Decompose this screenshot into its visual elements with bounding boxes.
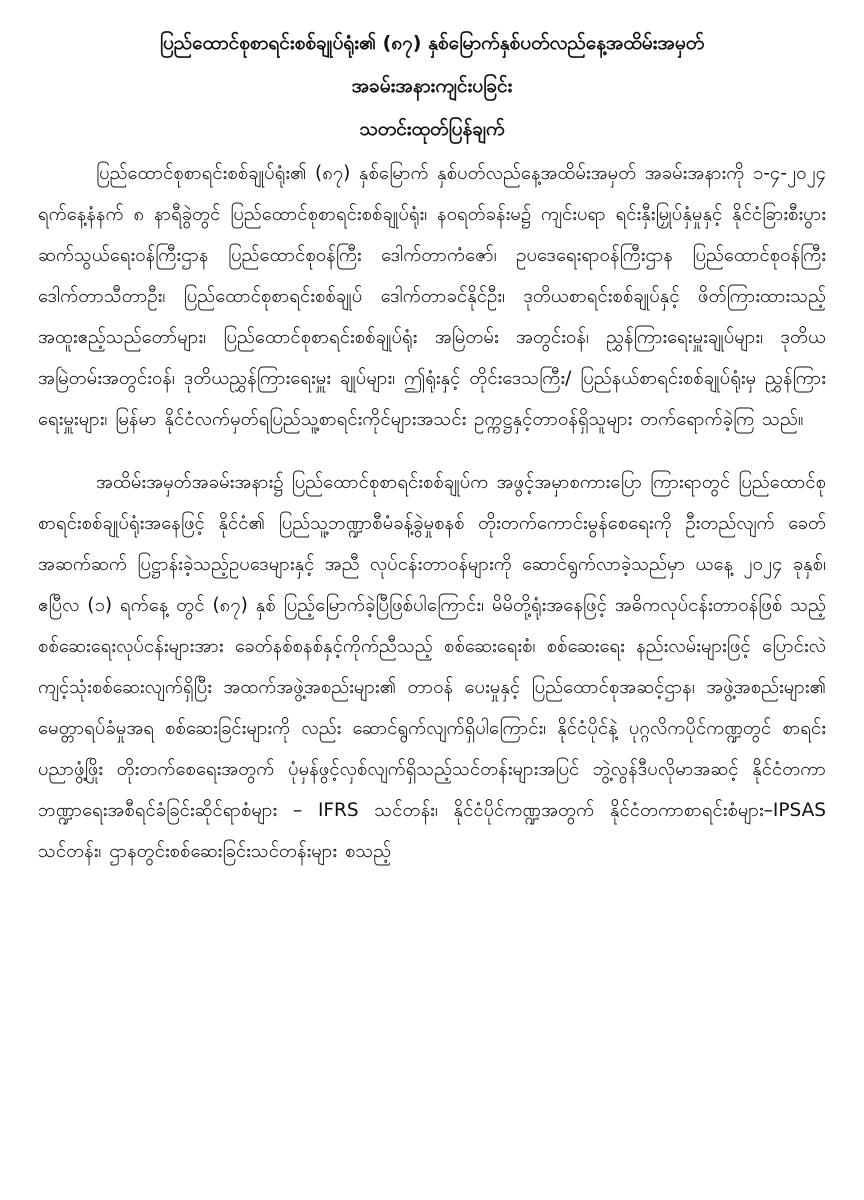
body-paragraph-1: ပြည်ထောင်စုစာရင်းစစ်ချုပ်ရုံး၏ (၈၇) နှစ်မြောက် နှစ်ပတ်လည်နေ့အထိမ်းအမှတ် အခမ်းအနားကို ၁-၄-၂၀၂၄ ရက်နေ့နံနက် ၈ နာရီခွဲတွင် ပြည်ထောင်စုစာရင်းစစ်ချုပ်ရုံး၊ နဝရတ်ခန်းမ၌ ကျင်းပရာ ရင်းနှီးမြှုပ်နှံမှုနှင့် နိုင်ငံခြားစီးပွားဆက်သွယ်ရေးဝန်ကြီးဌာန ပြည်ထောင်စုဝန်ကြီး ဒေါက်တာကံဇော်၊ ဥပဒေရေးရာဝန်ကြီးဌာန ပြည်ထောင်စုဝန်ကြီး ဒေါက်တာသီတာဦး၊ ပြည်ထောင်စုစာရင်းစစ်ချုပ် ဒေါက်တာခင်နိုင်ဦး၊ ဒုတိယစာရင်းစစ်ချုပ်နှင့် ဖိတ်ကြားထားသည့် အထူးဧည့်သည်တော်များ၊ ပြည်ထောင်စုစာရင်းစစ်ချုပ်ရုံး အမြဲတမ်း အတွင်းဝန်၊ ညွှန်ကြားရေးမှူးချုပ်များ၊ ဒုတိယအမြဲတမ်းအတွင်းဝန်၊ ဒုတိယညွှန်ကြားရေးမှူး ချုပ်များ၊ ဤရုံးနှင့် တိုင်းဒေသကြီး/ ပြည်နယ်စာရင်းစစ်ချုပ်ရုံးမှ ညွှန်ကြားရေးမှူးများ၊ မြန်မာ နိုင်ငံလက်မှတ်ရပြည်သူ့စာရင်းကိုင်များအသင်း ဥက္ကဋ္ဌနှင့်တာဝန်ရှိသူများ တက်ရောက်ခဲ့ကြ သည်။ [38, 163, 826, 430]
document-title-line-2: အခမ်းအနားကျင်းပခြင်း [351, 75, 513, 97]
document-subtitle: သတင်းထုတ်ပြန်ချက် [359, 118, 505, 140]
body-paragraph-2: အထိမ်းအမှတ်အခမ်းအနား၌ ပြည်ထောင်စုစာရင်းစစ်ချုပ်က အဖွင့်အမှာစကားပြော ကြားရာတွင် ပြည်ထောင်စုစာရင်းစစ်ချုပ်ရုံးအနေဖြင့် နိုင်ငံ၏ ပြည်သူ့ဘဏ္ဍာစီမံခန့်ခွဲမှုစနစ် တိုးတက်ကောင်းမွန်စေရေးကို ဦးတည်လျက် ခေတ်အဆက်ဆက် ပြဋ္ဌာန်းခဲ့သည့်ဥပဒေများနှင့် အညီ လုပ်ငန်းတာဝန်များကို ဆောင်ရွက်လာခဲ့သည်မှာ ယနေ့ ၂၀၂၄ ခုနှစ်၊ ဧပြီလ (၁) ရက်နေ့ တွင် (၈၇) နှစ် ပြည့်မြောက်ခဲ့ပြီဖြစ်ပါကြောင်း၊ မိမိတို့ရုံးအနေဖြင့် အဓိကလုပ်ငန်းတာဝန်ဖြစ် သည့် စစ်ဆေးရေးလုပ်ငန်းများအား ခေတ်နစ်စနစ်နှင့်ကိုက်ညီသည့် စစ်ဆေးရေးစံ၊ စစ်ဆေးရေး နည်းလမ်းများဖြင့် ပြောင်းလဲကျင့်သုံးစစ်ဆေးလျက်ရှိပြီး အထက်အဖွဲ့အစည်းများ၏ တာဝန် ပေးမှုနှင့် ပြည်ထောင်စုအဆင့်ဌာန၊ အဖွဲ့အစည်းများ၏ မေတ္တာရပ်ခံမှုအရ စစ်ဆေးခြင်းများကို လည်း ဆောင်ရွက်လျက်ရှိပါကြောင်း၊ နိုင်ငံပိုင်နဲ့ ပုဂ္ဂလိကပိုင်ကဏ္ဍတွင် စာရင်းပညာဖွံ့ဖြိုး တိုးတက်စေရေးအတွက် ပုံမှန်ဖွင့်လှစ်လျက်ရှိသည့်သင်တန်းများအပြင် ဘွဲ့လွန်ဒီပလိုမာအဆင့် နိုင်ငံတကာဘဏ္ဍာရေးအစီရင်ခံခြင်းဆိုင်ရာစံများ – IFRS သင်တန်း၊ နိုင်ငံပိုင်ကဏ္ဍအတွက် နိုင်ငံတကာစာရင်းစံများ–IPSAS သင်တန်း၊ ဌာနတွင်းစစ်ဆေးခြင်းသင်တန်းများ စသည့် [38, 472, 826, 862]
document-title-line-1: ပြည်ထောင်စုစာရင်းစစ်ချုပ်ရုံး၏ (၈၇) နှစ်မြောက်နှစ်ပတ်လည်နေ့အထိမ်းအမှတ် [159, 32, 705, 54]
